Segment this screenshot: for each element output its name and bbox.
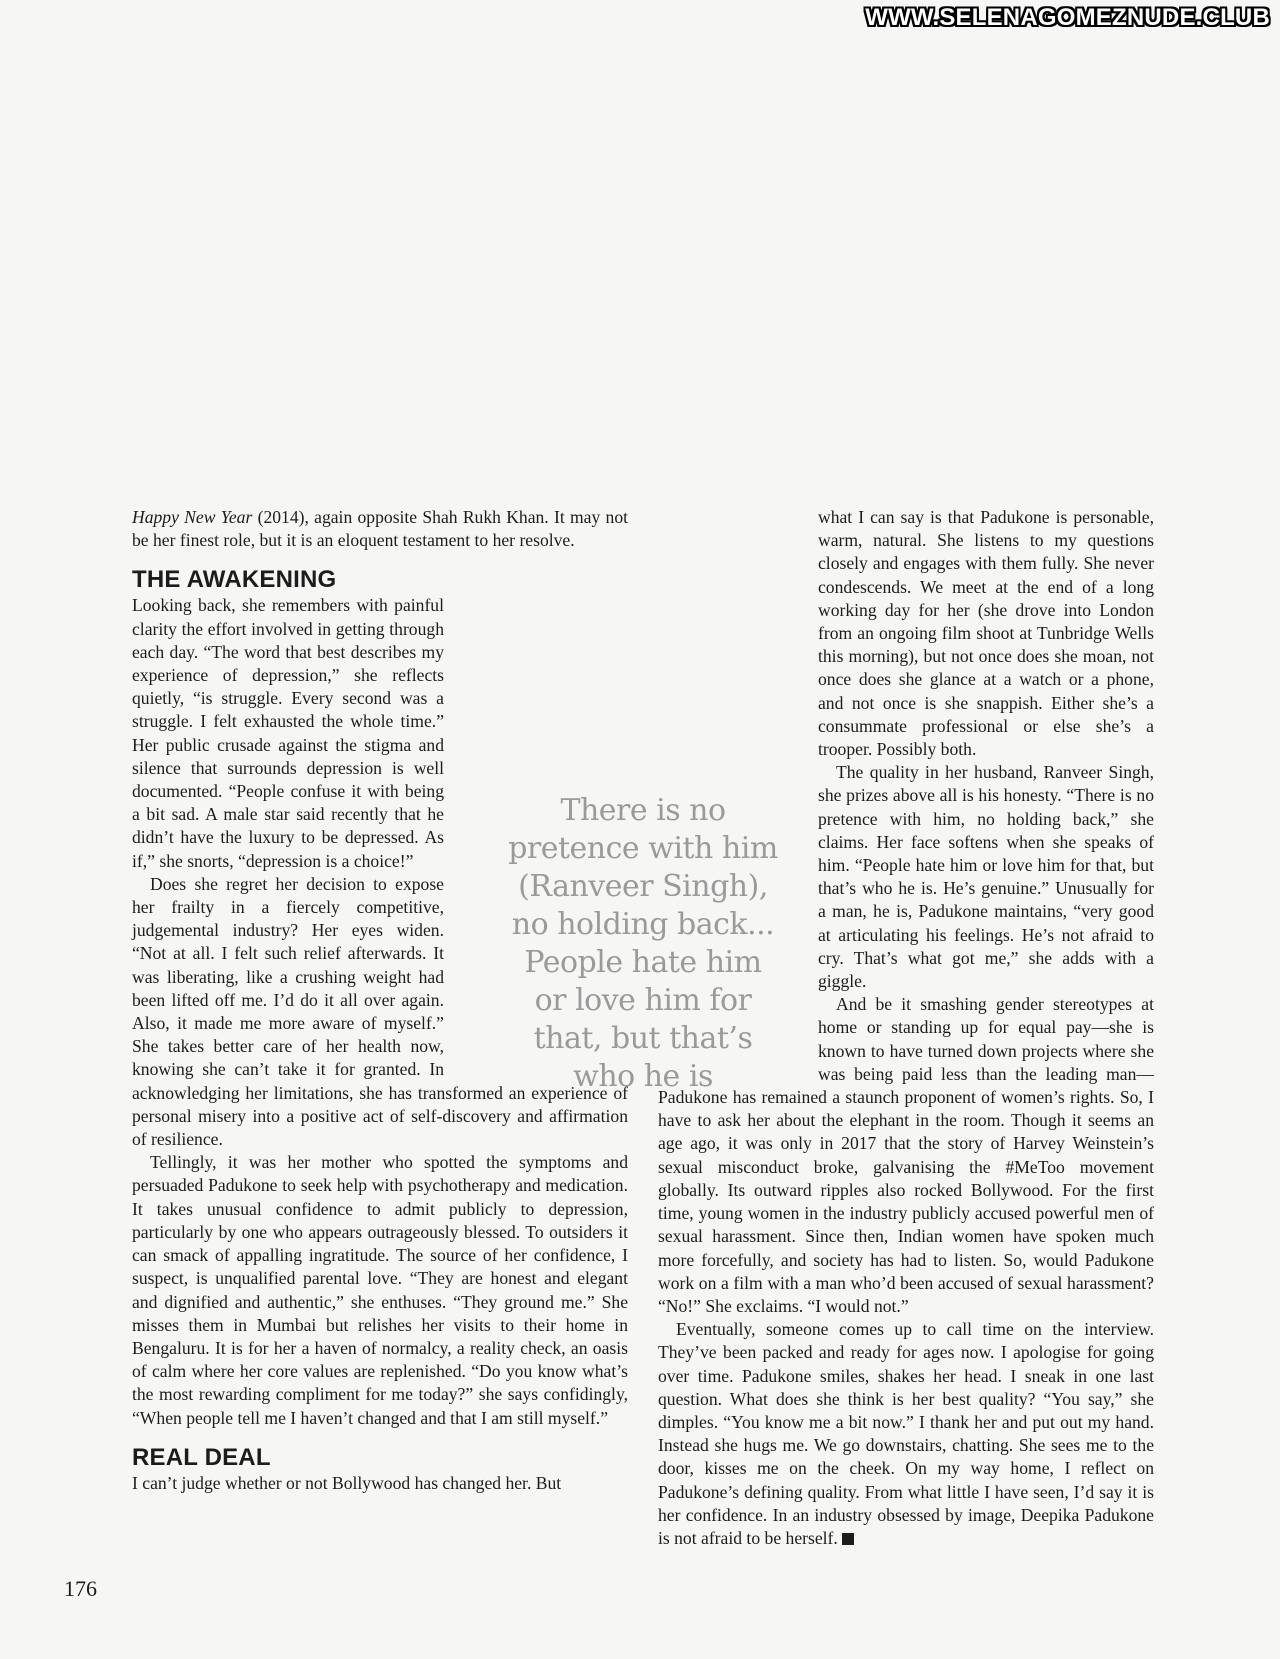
body-paragraph: Tellingly, it was her mother who spotted the symptoms and persuaded Padukone to seek help with psychotherapy and medication. It takes unusual confidence to admit publicly to depression, particularly by one who appears outrageously blessed. To outsiders it can smack of appalling ingratitude. The source of her confidence, I suspect, is unqualified parental love. “They are honest and elegant and dignified and authentic,” she enthuses. “They ground me.” She misses them in Mumbai but relishes her visits to their home in Bengaluru. It is for her a haven of normalcy, a reality check, an oasis of calm where her core values are replenished. “Do you know what’s the most rewarding compliment for me today?” she says confidingly, “When people tell me I haven’t changed and that I am still myself.” bbox=[132, 1152, 628, 1428]
pull-quote: There is no pretence with him (Ranveer Singh), no holding back... People hate him or love him for that, but that’s who he is bbox=[508, 793, 778, 1094]
intro-text: (2014), again opposite Shah Rukh Khan. It may not be her finest role, but it is an eloquent testament to her resolve. bbox=[132, 507, 628, 551]
body-paragraph: what I can say is that Padukone is personable, warm, natural. She listens to my questions closely and engages with them fully. She never condescends. We meet at the end of a long working day for her (she drove into London from an ongoing film shoot at Tunbridge Wells this morning), but not once does she moan, not once does she glance at a watch or a phone, and not once is she snappish. Either she’s a consummate professional or else she’s a trooper. Possibly both. bbox=[818, 507, 1154, 760]
end-of-article-mark bbox=[842, 1533, 854, 1545]
body-paragraph: Looking back, she remembers with painful clarity the effort involved in getting through each day. “The word that best describes my experience of depression,” she reflects quietly, “is struggle. Every second was a struggle. I felt exhausted the whole time.” Her public crusade against the stigma and silence that surrounds depression is well documented. “People confuse it with being a bit sad. A male star said recently that he didn’t have the luxury to be depressed. As if,” she snorts, “depression is a choice!” bbox=[132, 595, 444, 871]
body-paragraph: Does she regret her decision to expose her frailty in a fiercely competitive, judgemental industry? Her eyes widen. “Not at all. I felt such relief afterwards. It was liberating, like a crushing weight had been lifted off me. I’d do it all over again. Also, it made me more aware of myself.” She takes better care of her health now, knowing she can’t take it for granted. In acknowledging her limitations, she has transformed an experience of personal misery into a positive act of self-discovery and affirmation of resilience. bbox=[132, 873, 628, 1150]
closing-paragraph-text: Eventually, someone comes up to call time on the interview. They’ve been packed and ready for ages now. I apologise for going over time. Padukone smiles, shakes her head. I sneak in one last question. What does she think is her best quality? “You say,” she dimples. “You know me a bit now.” I thank her and put out my hand. Instead she hugs me. We go downstairs, chatting. She sees me to the door, kisses me on the cheek. On my way home, I reflect on Padukone’s defining quality. From what little I have seen, I’d say it is her confidence. In an industry obsessed by image, Deepika Padukone is not afraid to be herself. bbox=[658, 1319, 1154, 1548]
watermark-text: WWW.SELENAGOMEZNUDE.CLUB bbox=[865, 4, 1270, 31]
intro-paragraph bbox=[132, 506, 628, 552]
body-paragraph bbox=[658, 1318, 1154, 1550]
body-paragraph: And be it smashing gender stereotypes at home or standing up for equal pay—she is known to have turned down projects where she was being paid less than the leading man—Padukone has remained a staunch proponent of women’s rights. So, I have to ask her about the elephant in the room. Though it seems an age ago, it was only in 2017 that the story of Harvey Weinstein’s sexual misconduct broke, galvanising the #MeToo movement globally. Its outward ripples also rocked Bollywood. For the first time, young women in the industry publicly accused powerful men of sexual harassment. Since then, Indian women have spoken much more forcefully, and society has had to listen. So, would Padukone work on a film with a man who’d been accused of sexual harassment? “No!” She exclaims. “I would not.” bbox=[658, 994, 1154, 1316]
film-title: Happy New Year bbox=[132, 507, 253, 527]
body-paragraph: I can’t judge whether or not Bollywood has changed her. But bbox=[132, 1472, 562, 1493]
page-number: 176 bbox=[64, 1576, 97, 1601]
section-heading-real-deal: REAL DEAL bbox=[132, 1443, 271, 1471]
body-paragraph: The quality in her husband, Ranveer Singh, she prizes above all is his honesty. “There is no pretence with him, no holding back,” she claims. Her face softens when she speaks of him. “People hate him or love him for that, but that’s who he is. He’s genuine.” Unusually for a man, he is, Padukone maintains, “very good at articulating his feelings. He’s not afraid to cry. That’s what got me,” she adds with a giggle. bbox=[818, 762, 1154, 992]
section-heading-awakening: THE AWAKENING bbox=[132, 566, 337, 594]
